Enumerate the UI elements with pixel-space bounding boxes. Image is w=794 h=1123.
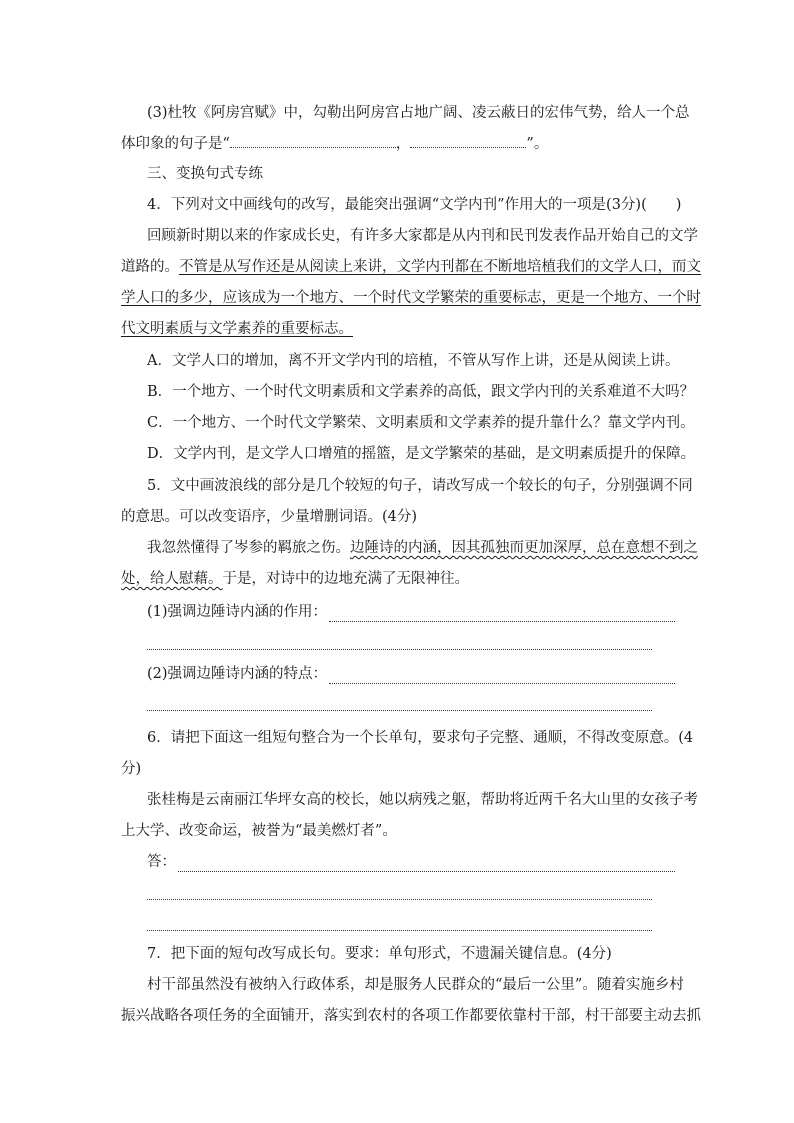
q4-underlined-sentence-3: 代文明素质与文学素养的重要标志。: [121, 321, 353, 337]
q7-passage-line2: 振兴战略各项任务的全面铺开，落实到农村的各项工作都要依靠村干部，村干部要主动去抓: [121, 1008, 701, 1024]
q5-passage-line1: [147, 538, 698, 558]
q6-answer-row: [147, 852, 675, 872]
q3-3-line2-prefix: 体印象的句子是“: [121, 136, 230, 152]
q7-stem: 7．把下面的短句改写成长句。要求：单句形式，不遗漏关键信息。(4分): [147, 946, 612, 962]
q6-answer-line-2[interactable]: [147, 898, 652, 900]
q4-stem: 4．下列对文中画线句的改写，最能突出强调“文学内刊”作用大的一项是(3分)( ): [147, 197, 682, 213]
q3-3-answer-blank-1[interactable]: [230, 133, 396, 148]
q3-3-line1: (3)杜牧《阿房宫赋》中，勾勒出阿房宫占地广阔、凌云蔽日的宏伟气势，给人一个总: [147, 105, 690, 121]
q6-answer-line-3[interactable]: [147, 929, 652, 931]
q5-stem-line2: 的意思。可以改变语序，少量增删词语。(4分): [121, 509, 418, 525]
q4-passage-line2: [121, 257, 701, 277]
q5-passage-plain-1: 我忽然懂得了岑参的羁旅之伤。: [147, 540, 350, 556]
q5-wavy-sentence-1: 边陲诗的内涵，因其孤独而更加深厚，总在意想不到之: [350, 540, 698, 556]
q6-stem-line1: 6．请把下面这一组短句整合为一个长单句，要求句子完整、通顺，不得改变原意。(4: [147, 730, 694, 746]
q4-option-d[interactable]: D．文学内刊，是文学人口增殖的摇篮，是文学繁荣的基础，是文明素质提升的保障。: [147, 446, 696, 462]
q4-option-a[interactable]: A．文学人口的增加，离不开文学内刊的培植，不管从写作上讲，还是从阅读上讲。: [147, 353, 680, 369]
q6-passage-line1: 张桂梅是云南丽江华坪女高的校长，她以病残之躯，帮助将近两千名大山里的女孩子考: [147, 792, 698, 808]
q6-answer-line-1[interactable]: [178, 856, 675, 872]
q4-option-c[interactable]: C．一个地方、一个时代文学繁荣、文明素质和文学素养的提升靠什么？靠文学内刊。: [147, 415, 695, 431]
q5-sub2-label: (2)强调边陲诗内涵的特点：: [147, 666, 328, 682]
q3-3-line2: [121, 133, 676, 153]
q5-sub2-answer-line[interactable]: [329, 668, 675, 684]
q3-3-answer-blank-2[interactable]: [410, 133, 526, 148]
q5-sub1-label: (1)强调边陲诗内涵的作用：: [147, 604, 328, 620]
q5-passage-plain-2: 于是，对诗中的边地充满了无限神往。: [222, 571, 469, 587]
section-3-title: 三、变换句式专练: [147, 166, 263, 182]
q5-wavy-sentence-2: 处，给人慰藉。: [121, 571, 223, 587]
q6-answer-label: 答：: [147, 854, 176, 870]
q3-3-line2-sep: ，: [395, 136, 411, 152]
q5-sub2-row: [147, 664, 675, 684]
q5-sub1-answer-line[interactable]: [329, 606, 675, 622]
q5-sub1-row: [147, 602, 675, 622]
q4-passage-plain: 道路的。: [121, 259, 179, 275]
q5-sub1-answer-line-2[interactable]: [147, 648, 652, 650]
q5-stem-line1: 5．文中画波浪线的部分是几个较短的句子，请改写成一个较长的句子，分别强调不同: [147, 478, 693, 494]
q6-passage-line2: 上大学、改变命运，被誉为“最美燃灯者”。: [121, 823, 397, 839]
q4-passage-line1: 回顾新时期以来的作家成长史，有许多大家都是从内刊和民刊发表作品开始自己的文学: [147, 228, 698, 244]
q7-passage-line1: 村干部虽然没有被纳入行政体系，却是服务人民群众的“最后一公里”。随着实施乡村: [147, 977, 684, 993]
q5-passage-line2: [121, 569, 676, 589]
q5-sub2-answer-line-2[interactable]: [147, 709, 652, 711]
q4-option-b[interactable]: B．一个地方、一个时代文明素质和文学素养的高低，跟文学内刊的关系难道不大吗？: [147, 384, 695, 400]
q6-stem-line2: 分): [121, 761, 142, 777]
q3-3-line2-suffix: ”。: [526, 136, 549, 152]
q4-underlined-sentence-2: 学人口的多少，应该成为一个地方、一个时代文学繁荣的重要标志，更是一个地方、一个时: [121, 290, 701, 306]
q4-underlined-sentence-1: 不管是从写作还是从阅读上来讲，文学内刊都在不断地培植我们的文学人口，而文: [179, 259, 701, 275]
